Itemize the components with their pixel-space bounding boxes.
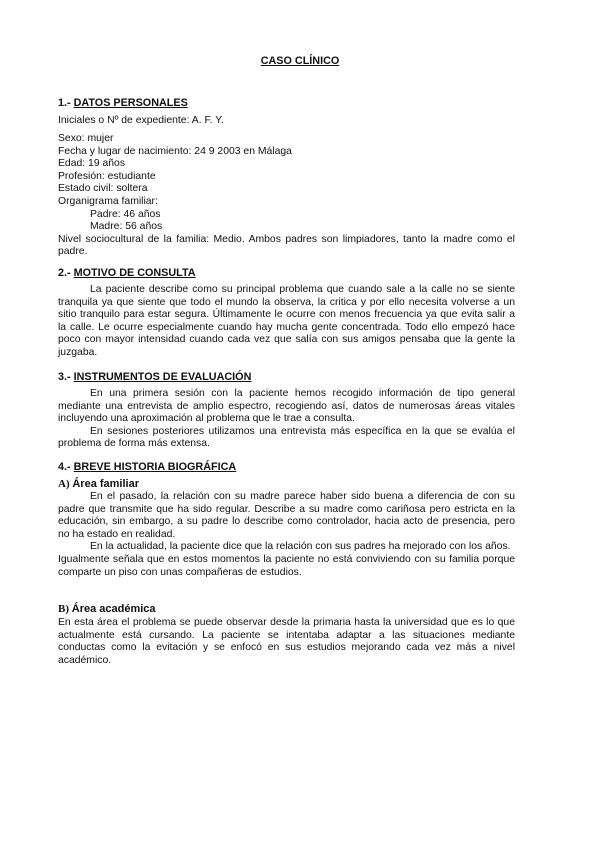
familiar-body: [58, 491, 515, 579]
section-motivo-consulta: [58, 267, 515, 280]
sociocultural-line: Nivel sociocultural de la familia: Medio. Ambos padres son limpiadores, tanto la madre como el padre.: [58, 233, 515, 258]
profession-line: Profesión: estudiante: [58, 170, 156, 182]
section-title: DATOS PERSONALES: [73, 97, 188, 109]
paragraph: En el pasado, la relación con su madre parece haber sido buena a diferencia de con su padre que transmite que ha sido regular. Describe a su madre como cariñosa pero estricta en la educación, sin embargo, a su padre lo describe como controlador, hacia acto de presencia, pero no ha estado en realidad.: [58, 491, 515, 540]
civil-status-line: Estado civil: soltera: [58, 183, 148, 195]
subsection-title: Área académica: [71, 603, 156, 615]
motivo-body: [58, 284, 515, 360]
personal-data: [58, 115, 515, 128]
paragraph: En la actualidad, la paciente dice que la relación con sus padres ha mejorado con los años.: [90, 541, 511, 553]
subsection-label: B): [58, 603, 72, 615]
section-historia: [58, 461, 515, 474]
section-heading: [58, 97, 515, 110]
section-title: MOTIVO DE CONSULTA: [73, 267, 196, 279]
sex-line: Sexo: mujer: [58, 133, 114, 144]
paragraph: Igualmente señala que en estos momentos la paciente no está conviviendo con su familia porque comparte un piso con unas compañeras de estudios.: [58, 553, 515, 578]
subsection-title: Área familiar: [72, 478, 140, 490]
section-datos-personales: [58, 97, 515, 110]
father-line: Padre: 46 años: [90, 208, 161, 220]
paragraph: En una primera sesión con la paciente hemos recogido información de tipo general mediante una entrevista de amplio espectro, recogiendo así, datos de numerosas áreas vitales incluyendo una aproximación al problema que le trae a consulta.: [58, 388, 515, 425]
family-chart-line: Organigrama familiar:: [58, 195, 158, 207]
age-line: Edad: 19 años: [58, 158, 126, 170]
personal-data-list: [58, 133, 515, 259]
section-instrumentos: [58, 371, 515, 384]
paragraph: En sesiones posteriores utilizamos una entrevista más específica en la que se evalúa el problema de forma más extensa.: [58, 425, 515, 450]
section-title: BREVE HISTORIA BIOGRÁFICA: [73, 461, 237, 473]
birth-line: Fecha y lugar de nacimiento: 24 9 2003 en Málaga: [58, 145, 292, 157]
subsection-label: A): [58, 478, 73, 490]
initials-line: Iniciales o Nº de expediente: A. F. Y.: [58, 115, 224, 126]
section-heading: [58, 371, 515, 384]
document-title: CASO CLÍNICO: [260, 55, 340, 67]
section-heading: [58, 461, 515, 474]
section-heading: [58, 267, 515, 280]
mother-line: Madre: 56 años: [90, 221, 163, 233]
section-number: 4.-: [58, 461, 74, 473]
subsection-heading: [58, 478, 515, 491]
paragraph: La paciente describe como su principal problema que cuando sale a la calle no se siente tranquila ya que siente que todo el mundo la observa, la critica y por ello necesita volverse a un sitio tranquilo para estar segura. Últimamente le ocurre con menos frecuencia ya que evita salir a la calle. Le ocurre especialmente cuando hay mucha gente concentrada. Todo ello empezó hace poco con mayor intensidad cuando cada vez que salía con sus amigos pensaba que la gente la juzgaba.: [58, 284, 515, 358]
subsection-heading: [58, 603, 515, 616]
section-number: 1.-: [58, 97, 74, 109]
subsection-familiar: [58, 478, 515, 491]
section-title: INSTRUMENTOS DE EVALUACIÓN: [73, 371, 252, 383]
subsection-academica: [58, 603, 515, 616]
instrumentos-body: [58, 388, 515, 451]
paragraph: En esta área el problema se puede observar desde la primaria hasta la universidad que es lo que actualmente está cursando. La paciente se intentaba adaptar a las situaciones mediante conductas como la evitación y se enfocó en sus estudios mejorando cada vez más a nivel académico.: [58, 617, 515, 666]
section-number: 2.-: [58, 267, 74, 279]
academica-body: [58, 617, 515, 667]
section-number: 3.-: [58, 371, 74, 383]
